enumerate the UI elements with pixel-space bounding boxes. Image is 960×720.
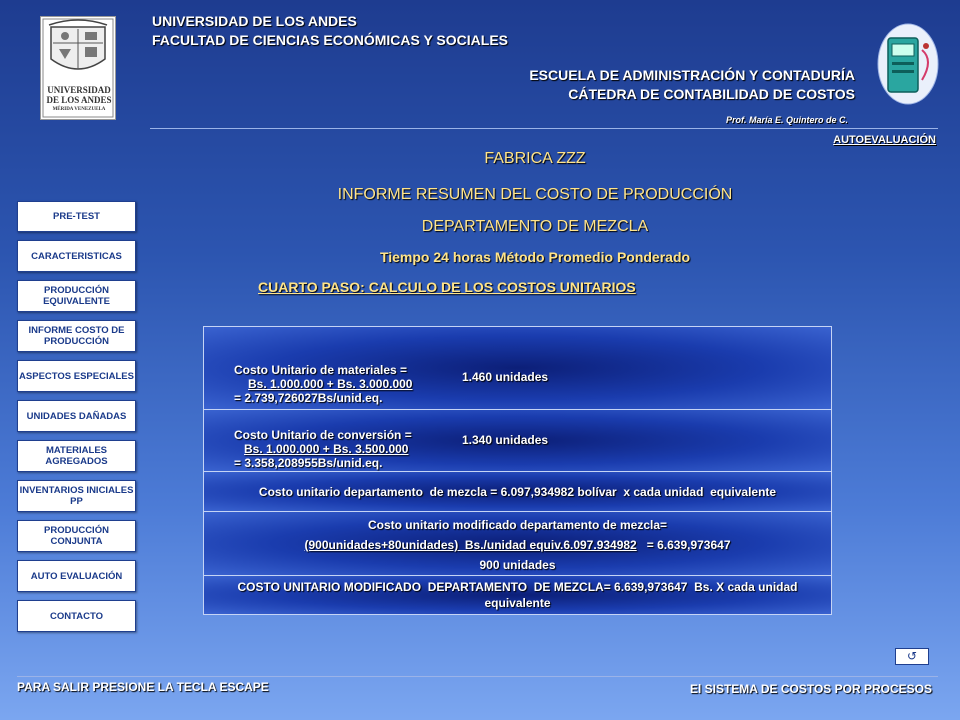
header-divider	[150, 128, 938, 129]
chair-name: CÁTEDRA DE CONTABILIDAD DE COSTOS	[568, 86, 855, 102]
header-left	[152, 12, 508, 50]
professor-name: Prof. María E. Quintero de C.	[725, 115, 848, 125]
nav-aspectos-especiales[interactable]: ASPECTOS ESPECIALES	[17, 360, 136, 392]
modified-result: = 6.639,973647	[646, 538, 731, 552]
conversion-denominator: 1.340 unidades	[462, 433, 549, 447]
materials-label: Costo Unitario de materiales =	[234, 363, 408, 377]
nav-inventarios-iniciales[interactable]: INVENTARIOS INICIALES PP	[17, 480, 136, 512]
modified-numerator: (900unidades+80unidades) Bs./unidad equiv.6.097.934982	[304, 538, 637, 552]
nav-produccion-conjunta[interactable]: PRODUCCIÓN CONJUNTA	[17, 520, 136, 552]
logo-line-1: UNIVERSIDAD	[47, 85, 111, 95]
nav-caracteristicas[interactable]: CARACTERISTICAS	[17, 240, 136, 272]
autoevaluacion-link[interactable]: AUTOEVALUACIÓN	[833, 134, 936, 146]
nav-materiales-agregados[interactable]: MATERIALES AGREGADOS	[17, 440, 136, 472]
conversion-label: Costo Unitario de conversión =	[234, 428, 412, 442]
logo-line-3: MÉRIDA VENEZUELA	[52, 107, 106, 112]
department-cost-row: Costo unitario departamento de mezcla = 6.097,934982 bolívar x cada unidad equivalente	[204, 472, 831, 512]
exit-hint: PARA SALIR PRESIONE LA TECLA ESCAPE	[17, 680, 269, 694]
school-name: ESCUELA DE ADMINISTRACIÓN Y CONTADURÍA	[529, 67, 855, 83]
modified-denominator: 900 unidades	[479, 558, 556, 572]
final-cost-row: COSTO UNITARIO MODIFICADO DEPARTAMENTO DE MEZCLA= 6.639,973647 Bs. X cada unidad equivalente	[204, 576, 831, 614]
company-title: FABRICA ZZZ	[484, 150, 586, 167]
conversion-result: = 3.358,208955Bs/unid.eq.	[234, 456, 383, 470]
conversion-cost-row	[204, 410, 831, 472]
university-name: UNIVERSIDAD DE LOS ANDES	[152, 13, 357, 29]
step-title: CUARTO PASO: CALCULO DE LOS COSTOS UNITARIOS	[258, 279, 636, 295]
nav-contacto[interactable]: CONTACTO	[17, 600, 136, 632]
materials-numerator: Bs. 1.000.000 + Bs. 3.000.000	[248, 377, 413, 391]
modified-title: Costo unitario modificado departamento de mezcla=	[367, 518, 668, 532]
materials-cost-row	[204, 327, 831, 410]
logo-line-2: DE LOS ANDES	[46, 95, 112, 105]
unit-cost-table	[203, 326, 832, 615]
computer-illustration-icon	[876, 20, 940, 106]
system-name: El SISTEMA DE COSTOS POR PROCESOS	[689, 682, 932, 696]
materials-denominator: 1.460 unidades	[462, 370, 549, 384]
nav-auto-evaluacion[interactable]: AUTO EVALUACIÓN	[17, 560, 136, 592]
department-title: DEPARTAMENTO DE MEZCLA	[421, 218, 649, 235]
footer-divider	[17, 676, 938, 677]
university-logo	[40, 16, 116, 120]
faculty-name: FACULTAD DE CIENCIAS ECONÓMICAS Y SOCIALES	[152, 32, 508, 48]
report-title: INFORME RESUMEN DEL COSTO DE PRODUCCIÓN	[337, 186, 733, 203]
conversion-numerator: Bs. 1.000.000 + Bs. 3.500.000	[244, 442, 409, 456]
nav-unidades-danadas[interactable]: UNIDADES DAÑADAS	[17, 400, 136, 432]
nav-informe-costo[interactable]: INFORME COSTO DE PRODUCCIÓN	[17, 320, 136, 352]
nav-pre-test[interactable]: PRE-TEST	[17, 201, 136, 232]
method-subtitle: Tiempo 24 horas Método Promedio Ponderado	[379, 249, 691, 265]
modified-cost-row	[204, 512, 831, 576]
header-right	[529, 66, 855, 104]
return-arrow-icon[interactable]: ↺	[895, 648, 929, 665]
nav-produccion-equivalente[interactable]: PRODUCCIÓN EQUIVALENTE	[17, 280, 136, 312]
materials-result: = 2.739,726027Bs/unid.eq.	[234, 391, 383, 405]
